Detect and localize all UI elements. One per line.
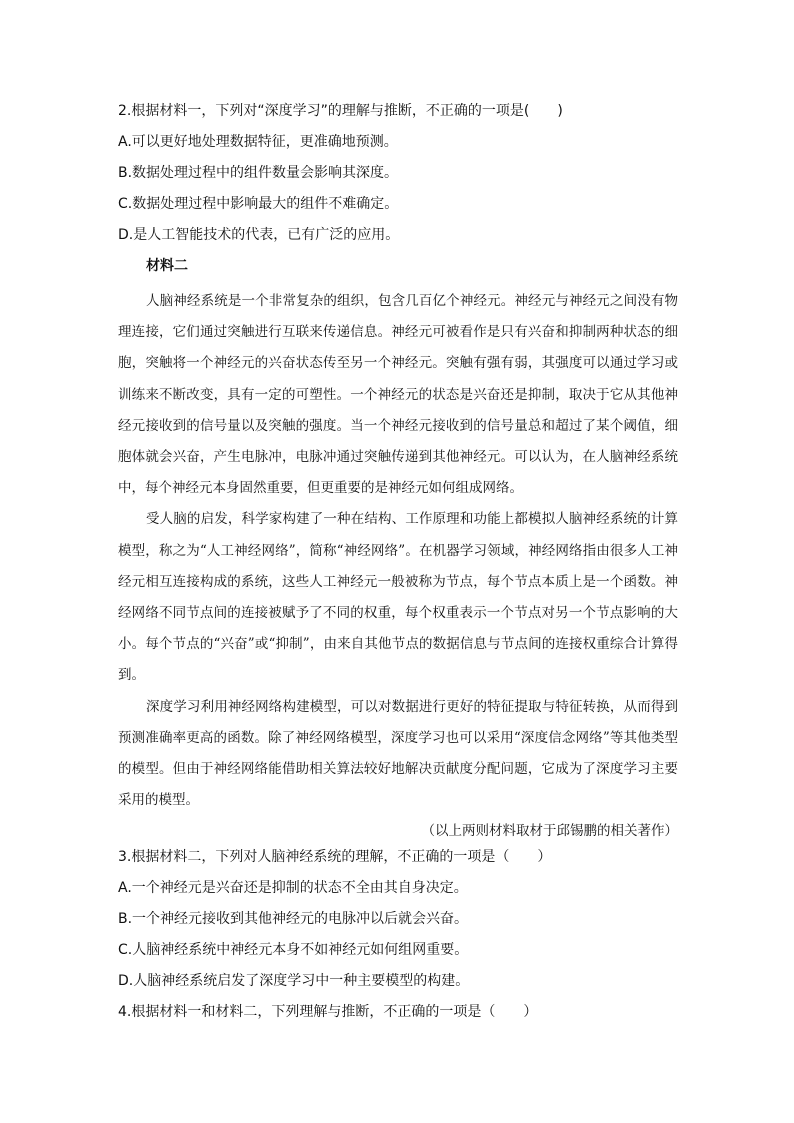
- question-4-stem: 4.根据材料一和材料二，下列理解与推断，不正确的一项是（ ）: [118, 1004, 538, 1021]
- question-2-option-c: C.数据处理过程中影响最大的组件不难确定。: [118, 196, 399, 212]
- material-2-heading: 材料二: [146, 258, 188, 274]
- material-2-paragraph-2: 受人脑的启发，科学家构建了一种在结构、工作原理和功能上都模拟人脑神经系统的计算模型，称之为“人工神经网络”，简称“神经网络”。在机器学习领域，神经网络指由很多人工神经元相互连接构成的系统，这些人工神经元一般被称为节点，每个节点本质上是一个函数。神经网络不同节点间的连接被赋予了不同的权重，每个权重表示一个节点对另一个节点影响的大小。每个节点的“兴奋”或“抑制”，由来自其他节点的数据信息与节点间的连接权重综合计算得到。: [118, 511, 678, 684]
- question-3-option-a: A.一个神经元是兴奋还是抑制的状态不全由其自身决定。: [118, 880, 468, 897]
- material-2-paragraph-3: 深度学习利用神经网络构建模型，可以对数据进行更好的特征提取与特征转换，从而得到预测准确率更高的函数。除了神经网络模型，深度学习也可以采用“深度信念网络”等其他类型的模型。但由于神经网络能借助相关算法较好地解决贡献度分配问题，它成为了深度学习主要采用的模型。: [118, 698, 678, 809]
- material-2-paragraph-1: 人脑神经系统是一个非常复杂的组织，包含几百亿个神经元。神经元与神经元之间没有物理连接，它们通过突触进行互联来传递信息。神经元可被看作是只有兴奋和抑制两种状态的细胞，突触将一个神经元的兴奋状态传至另一个神经元。突触有强有弱，其强度可以通过学习或训练来不断改变，具有一定的可塑性。一个神经元的状态是兴奋还是抑制，取决于它从其他神经元接收到的信号量以及突触的强度。当一个神经元接收到的信号量总和超过了某个阈值，细胞体就会兴奋，产生电脉冲，电脉冲通过突触传递到其他神经元。可以认为，在人脑神经系统中，每个神经元本身固然重要，但更重要的是神经元如何组成网络。: [118, 293, 678, 497]
- question-2-option-b: B.数据处理过程中的组件数量会影响其深度。: [118, 165, 399, 181]
- question-2-stem: 2.根据材料一，下列对“深度学习”的理解与推断，不正确的一项是( ): [118, 103, 563, 119]
- question-3-option-b: B.一个神经元接收到其他神经元的电脉冲以后就会兴奋。: [118, 911, 469, 928]
- material-source-note: （以上两则材料取材于邱锡鹏的相关著作）: [421, 823, 678, 840]
- question-3-stem: 3.根据材料二，下列对人脑神经系统的理解，不正确的一项是（ ）: [118, 849, 552, 866]
- question-2-option-a: A.可以更好地处理数据特征，更准确地预测。: [118, 134, 398, 150]
- page-content: [118, 101, 678, 1033]
- question-2-option-d: D.是人工智能技术的代表，已有广泛的应用。: [118, 227, 400, 243]
- question-3-option-c: C.人脑神经系统中神经元本身不如神经元如何组网重要。: [118, 942, 469, 959]
- question-3-option-d: D.人脑神经系统启发了深度学习中一种主要模型的构建。: [118, 973, 470, 990]
